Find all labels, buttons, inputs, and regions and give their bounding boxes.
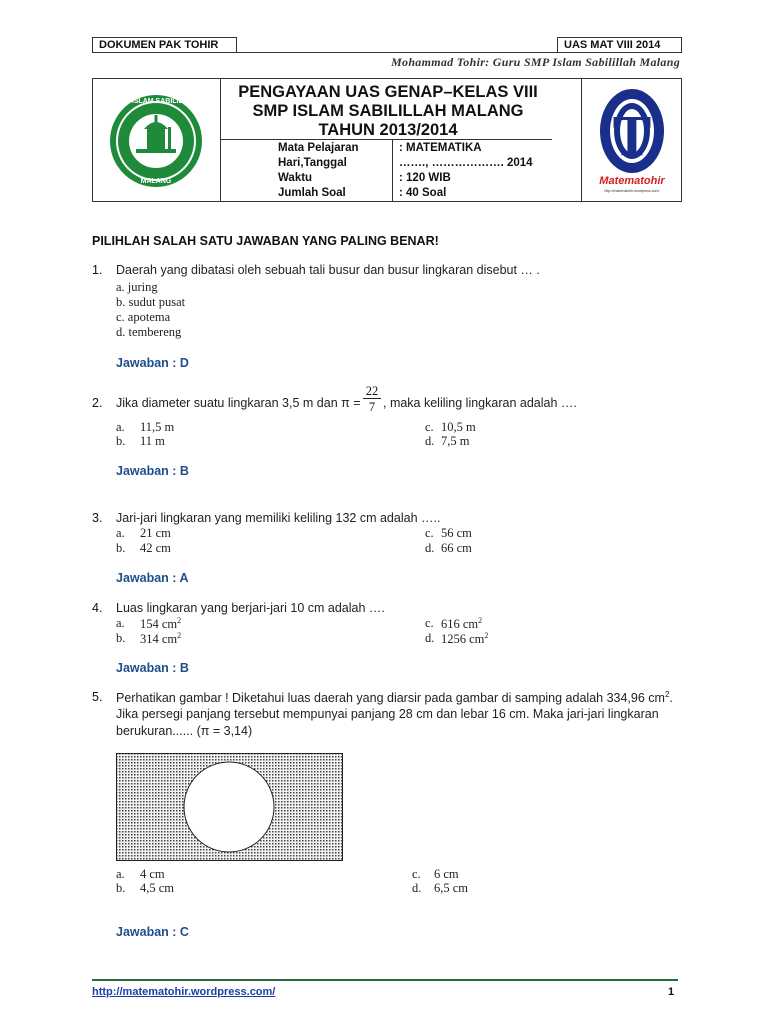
shaded-rectangle-figure [116,753,343,861]
question-text-after: , maka keliling lingkaran adalah …. [383,396,577,410]
header-box [92,78,682,202]
info-value: : MATEMATIKA [399,142,482,154]
question-text: Perhatikan gambar ! Diketahui luas daerah yang diarsir pada gambar di samping adalah 334,96 cm [116,691,665,706]
question-text-before: Jika diameter suatu lingkaran 3,5 m dan π = [116,396,361,410]
option-value: 6,5 cm [434,881,469,895]
option-value: 4 cm [140,867,165,881]
option: c. apotema [116,310,171,324]
option-value: 10,5 m [441,420,476,434]
answer-label: Jawaban : C [116,925,189,939]
instruction: PILIHLAH SALAH SATU JAWABAN YANG PALING BENAR! [92,234,439,248]
info-key: Hari,Tanggal [278,157,347,169]
logo-url: http://matematohir.wordpress.com/ [604,189,660,193]
school-logo-cell [93,79,221,201]
doc-label-right: UAS MAT VIII 2014 [557,37,682,52]
question-text-line-3: berukuran...... (π = 3,14) [116,724,253,738]
question-text-line-1 [116,690,673,705]
exam-info-table [220,139,552,202]
answer-label: Jawaban : A [116,571,189,585]
option-letter: c. [412,867,421,881]
question-text-line-2: Jika persegi panjang tersebut mempunyai panjang 28 cm dan lebar 16 cm. Maka jari-jari lingkaran [116,707,659,721]
option-value-text: 616 cm [441,617,479,632]
info-key: Jumlah Soal [278,187,346,199]
author-line: Mohammad Tohir: Guru SMP Islam Sabilillah Malang [391,55,680,69]
superscript: 2 [177,616,182,625]
info-value: : 40 Soal [399,187,447,199]
info-key: Mata Pelajaran [278,142,359,154]
title-line-3: TAHUN 2013/2014 [318,121,458,139]
info-row [220,171,552,186]
option-value [140,616,181,632]
matematohir-logo-icon [582,79,682,201]
logo-letter: T [612,103,652,168]
school-logo-text-top: SMP ISLAM SABILILLAH [114,98,198,105]
option-letter: d. [425,631,435,645]
inner-circle [184,762,274,852]
question-number: 5. [92,690,103,704]
option-value-text: 1256 cm [441,632,485,647]
option: b. sudut pusat [116,295,186,309]
page-number: 1 [668,986,675,998]
answer-label: Jawaban : B [116,464,189,478]
option-value: 56 cm [441,526,472,540]
option-value [140,631,181,647]
option-letter: a. [116,526,125,540]
option-value: 11 m [140,434,165,448]
info-row [220,141,552,156]
question-text-end: . [669,691,673,706]
option-letter: b. [116,541,126,555]
option-value: 11,5 m [140,420,175,434]
option: a. juring [116,280,158,294]
option-value-text: 154 cm [140,617,178,632]
option-letter: d. [425,434,435,448]
option-value-text: 314 cm [140,632,178,647]
question-number: 2. [92,396,103,410]
info-key: Waktu [278,172,313,184]
option-letter: a. [116,616,125,630]
superscript: 2 [478,616,483,625]
info-row [220,186,552,201]
answer-label: Jawaban : D [116,356,189,370]
title-line-2: SMP ISLAM SABILILLAH MALANG [252,102,524,120]
option-letter: c. [425,526,434,540]
option-value: 6 cm [434,867,459,881]
question-text: Luas lingkaran yang berjari-jari 10 cm adalah …. [116,601,385,615]
answer-label: Jawaban : B [116,661,189,675]
fraction-denominator: 7 [368,400,376,414]
option-value [441,616,482,632]
option: d. tembereng [116,325,182,339]
question-number: 1. [92,263,103,277]
option-letter: a. [116,420,125,434]
option-letter: b. [116,434,126,448]
question-text: Daerah yang dibatasi oleh sebuah tali busur dan busur lingkaran disebut … . [116,263,540,277]
option-value [441,631,488,647]
school-logo-text-bottom: MALANG [140,178,172,185]
option-letter: c. [425,420,434,434]
info-value: ……., ………………. 2014 [399,157,533,169]
superscript: 2 [484,631,489,640]
top-rule [92,52,682,53]
option-value: 21 cm [140,526,171,540]
question-text: Jari-jari lingkaran yang memiliki keliling 132 cm adalah ….. [116,511,441,525]
title-line-1: PENGAYAAN UAS GENAP–KELAS VIII [238,83,538,101]
option-letter: c. [425,616,434,630]
logo-name: Matematohir [599,175,665,187]
superscript: 2 [177,631,182,640]
info-value: : 120 WIB [399,172,451,184]
fraction [363,384,381,415]
fraction-numerator: 22 [363,384,381,399]
superscript: 2 [664,690,670,699]
option-value: 66 cm [441,541,472,555]
question-text [116,396,361,410]
option-letter: b. [116,881,126,895]
doc-label-left: DOKUMEN PAK TOHIR [92,37,237,52]
option-value: 4,5 cm [140,881,175,895]
option-value: 42 cm [140,541,171,555]
question-number: 4. [92,601,103,615]
option-letter: d. [412,881,422,895]
footer-rule [92,979,678,981]
option-letter: d. [425,541,435,555]
option-value: 7,5 m [441,434,470,448]
option-letter: b. [116,631,126,645]
option-letter: a. [116,867,125,881]
question-number: 3. [92,511,103,525]
info-row [220,156,552,171]
matematohir-logo-cell [581,79,682,201]
school-logo-icon [93,79,220,201]
footer-link[interactable]: http://matematohir.wordpress.com/ [92,986,276,998]
